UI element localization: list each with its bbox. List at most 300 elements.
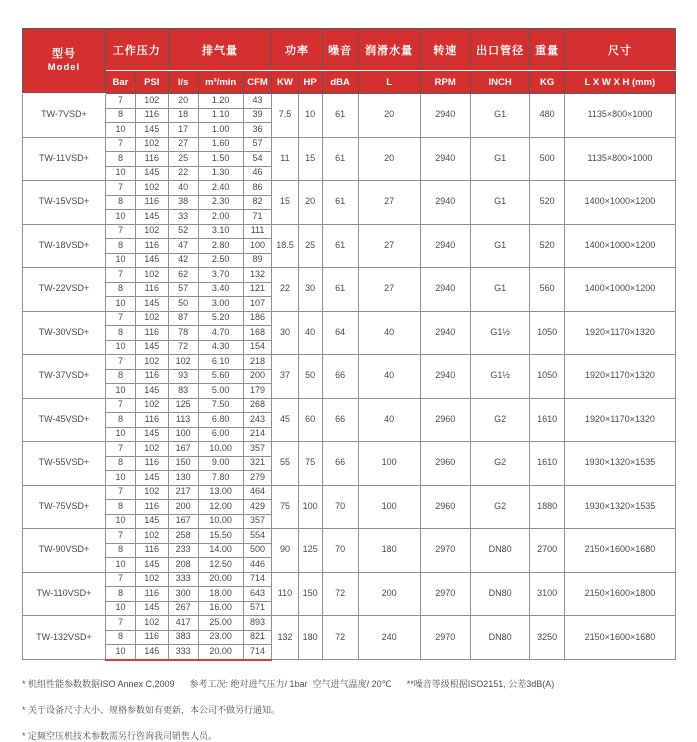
hp-cell: 10 [298,94,322,138]
kw-cell: 15 [272,181,298,225]
psi-cell: 102 [135,616,168,631]
model-cell: TW-55VSD+ [23,442,106,486]
bar-cell: 10 [105,166,135,181]
dims-cell: 2150×1600×1680 [564,529,675,573]
cfm-cell: 46 [243,166,272,181]
model-cell: TW-15VSD+ [23,181,106,225]
dba-cell: 61 [322,94,358,138]
bar-cell: 7 [105,224,135,239]
rpm-cell: 2960 [420,442,470,486]
group-header-dimensions: 尺寸 [564,29,675,71]
m3min-cell: 1.20 [198,94,243,109]
table-row [23,181,676,196]
ls-cell: 50 [168,297,198,312]
rpm-cell: 2940 [420,137,470,181]
kw-cell: 11 [272,137,298,181]
cfm-cell: 132 [243,268,272,283]
hp-cell: 60 [298,398,322,442]
cfm-cell: 554 [243,529,272,544]
cfm-cell: 279 [243,471,272,486]
cfm-cell: 821 [243,630,272,645]
ls-cell: 167 [168,514,198,529]
cfm-cell: 86 [243,181,272,196]
bar-cell: 8 [105,369,135,384]
weight-cell: 560 [530,268,565,312]
hp-cell: 40 [298,311,322,355]
outlet-cell: G1½ [470,355,529,399]
ls-cell: 38 [168,195,198,210]
cfm-cell: 89 [243,253,272,268]
dims-cell: 1920×1170×1320 [564,355,675,399]
weight-cell: 2700 [530,529,565,573]
water-cell: 180 [358,529,420,573]
cfm-cell: 429 [243,500,272,515]
ls-cell: 22 [168,166,198,181]
dims-cell: 2150×1600×1800 [564,572,675,616]
ls-cell: 233 [168,543,198,558]
cfm-cell: 321 [243,456,272,471]
psi-cell: 116 [135,282,168,297]
m3min-cell: 5.60 [198,369,243,384]
kw-cell: 90 [272,529,298,573]
ls-cell: 20 [168,94,198,109]
weight-cell: 520 [530,181,565,225]
footnote-2: * 关于设备尺寸大小、规格参数如有更新，本公司不做另行通知。 [22,704,281,715]
model-cell: TW-75VSD+ [23,485,106,529]
hp-cell: 15 [298,137,322,181]
weight-cell: 1050 [530,311,565,355]
ls-cell: 42 [168,253,198,268]
bar-cell: 8 [105,587,135,602]
weight-cell: 3100 [530,572,565,616]
hp-cell: 20 [298,181,322,225]
m3min-cell: 1.10 [198,108,243,123]
weight-cell: 1050 [530,355,565,399]
weight-cell: 500 [530,137,565,181]
dba-cell: 66 [322,398,358,442]
outlet-cell: G2 [470,442,529,486]
bar-cell: 7 [105,311,135,326]
kw-cell: 30 [272,311,298,355]
psi-cell: 102 [135,224,168,239]
bar-cell: 7 [105,485,135,500]
ls-cell: 125 [168,398,198,413]
rpm-cell: 2940 [420,268,470,312]
water-cell: 200 [358,572,420,616]
weight-cell: 1610 [530,398,565,442]
m3min-cell: 13.00 [198,485,243,500]
m3min-cell: 3.40 [198,282,243,297]
ls-cell: 217 [168,485,198,500]
rpm-cell: 2970 [420,616,470,660]
dims-cell: 1920×1170×1320 [564,398,675,442]
outlet-cell: G1½ [470,311,529,355]
psi-cell: 116 [135,413,168,428]
psi-cell: 116 [135,369,168,384]
cfm-cell: 218 [243,355,272,370]
m3min-cell: 6.10 [198,355,243,370]
m3min-cell: 25.00 [198,616,243,631]
model-cell: TW-11VSD+ [23,137,106,181]
table-row [23,616,676,631]
weight-cell: 3250 [530,616,565,660]
cfm-cell: 82 [243,195,272,210]
m3min-cell: 2.40 [198,181,243,196]
ls-cell: 57 [168,282,198,297]
psi-cell: 102 [135,181,168,196]
m3min-cell: 5.00 [198,384,243,399]
ls-cell: 27 [168,137,198,152]
kw-cell: 7.5 [272,94,298,138]
dba-cell: 61 [322,181,358,225]
water-cell: 20 [358,137,420,181]
psi-cell: 145 [135,253,168,268]
cfm-cell: 186 [243,311,272,326]
m3min-cell: 12.00 [198,500,243,515]
unit-kw: KW [272,71,298,94]
group-header-power: 功率 [272,29,322,71]
m3min-cell: 3.70 [198,268,243,283]
psi-cell: 145 [135,123,168,138]
bar-cell: 8 [105,239,135,254]
ls-cell: 52 [168,224,198,239]
table-row [23,224,676,239]
spec-table [22,28,676,661]
cfm-cell: 54 [243,152,272,167]
psi-cell: 102 [135,137,168,152]
bar-cell: 7 [105,268,135,283]
cfm-cell: 39 [243,108,272,123]
cfm-cell: 121 [243,282,272,297]
bar-cell: 8 [105,630,135,645]
bar-cell: 8 [105,456,135,471]
psi-cell: 116 [135,587,168,602]
dba-cell: 72 [322,572,358,616]
bar-cell: 10 [105,210,135,225]
weight-cell: 1610 [530,442,565,486]
bar-cell: 10 [105,645,135,660]
psi-cell: 145 [135,601,168,616]
footnote-1: * 机组性能参数数据ISO Annex C,2009 参考工况: 绝对进气压力/ 1bar 空气进气温度/ 20℃ **噪音等级根据ISO2151, 公差3dB(A) [22,678,555,689]
model-cell: TW-37VSD+ [23,355,106,399]
psi-cell: 102 [135,529,168,544]
rpm-cell: 2940 [420,181,470,225]
outlet-cell: G2 [470,485,529,529]
ls-cell: 417 [168,616,198,631]
ls-cell: 18 [168,108,198,123]
cfm-cell: 714 [243,572,272,587]
psi-cell: 116 [135,108,168,123]
ls-cell: 47 [168,239,198,254]
group-header-lubricant-water: 润滑水量 [358,29,420,71]
kw-cell: 22 [272,268,298,312]
m3min-cell: 14.00 [198,543,243,558]
kw-cell: 45 [272,398,298,442]
m3min-cell: 16.00 [198,601,243,616]
ls-cell: 33 [168,210,198,225]
ls-cell: 62 [168,268,198,283]
cfm-cell: 57 [243,137,272,152]
m3min-cell: 20.00 [198,645,243,660]
psi-cell: 145 [135,471,168,486]
psi-cell: 102 [135,398,168,413]
table-row [23,485,676,500]
model-cell: TW-18VSD+ [23,224,106,268]
water-cell: 40 [358,355,420,399]
dims-cell: 1920×1170×1320 [564,311,675,355]
ls-cell: 83 [168,384,198,399]
psi-cell: 145 [135,340,168,355]
ls-cell: 258 [168,529,198,544]
bar-cell: 8 [105,195,135,210]
cfm-cell: 107 [243,297,272,312]
table-row [23,355,676,370]
unit-psi: PSI [135,71,168,94]
ls-cell: 78 [168,326,198,341]
bar-cell: 8 [105,152,135,167]
bar-cell: 10 [105,297,135,312]
cfm-cell: 168 [243,326,272,341]
unit-cfm: CFM [243,71,272,94]
kw-cell: 55 [272,442,298,486]
m3min-cell: 10.00 [198,514,243,529]
kw-cell: 110 [272,572,298,616]
bar-cell: 7 [105,572,135,587]
outlet-cell: G1 [470,181,529,225]
psi-cell: 145 [135,384,168,399]
m3min-cell: 7.80 [198,471,243,486]
m3min-cell: 4.30 [198,340,243,355]
cfm-cell: 214 [243,427,272,442]
cfm-cell: 357 [243,442,272,457]
unit-bar: Bar [105,71,135,94]
psi-cell: 145 [135,166,168,181]
psi-cell: 145 [135,558,168,573]
ls-cell: 102 [168,355,198,370]
ls-cell: 40 [168,181,198,196]
water-cell: 20 [358,94,420,138]
psi-cell: 116 [135,630,168,645]
psi-cell: 102 [135,572,168,587]
m3min-cell: 18.00 [198,587,243,602]
bar-cell: 7 [105,355,135,370]
model-column-header [23,29,106,94]
ls-cell: 87 [168,311,198,326]
psi-cell: 102 [135,442,168,457]
psi-cell: 145 [135,514,168,529]
dims-cell: 1930×1320×1535 [564,485,675,529]
cfm-cell: 111 [243,224,272,239]
ls-cell: 383 [168,630,198,645]
bar-cell: 7 [105,137,135,152]
footnotes [22,677,676,742]
bar-cell: 10 [105,601,135,616]
table-row [23,137,676,152]
unit-header-row [23,71,676,94]
table-row [23,442,676,457]
bar-cell: 7 [105,616,135,631]
rpm-cell: 2940 [420,94,470,138]
unit-inch: INCH [470,71,529,94]
water-cell: 240 [358,616,420,660]
rpm-cell: 2970 [420,529,470,573]
group-header-weight: 重量 [530,29,565,71]
m3min-cell: 15.50 [198,529,243,544]
m3min-cell: 12.50 [198,558,243,573]
ls-cell: 150 [168,456,198,471]
dba-cell: 61 [322,224,358,268]
spec-table-body [23,94,676,660]
unit-kg: KG [530,71,565,94]
outlet-cell: G1 [470,224,529,268]
cfm-cell: 243 [243,413,272,428]
ls-cell: 93 [168,369,198,384]
cfm-cell: 100 [243,239,272,254]
dba-cell: 72 [322,616,358,660]
kw-cell: 37 [272,355,298,399]
model-cell: TW-110VSD+ [23,572,106,616]
psi-cell: 116 [135,500,168,515]
rpm-cell: 2960 [420,398,470,442]
psi-cell: 116 [135,195,168,210]
weight-cell: 520 [530,224,565,268]
m3min-cell: 2.80 [198,239,243,254]
cfm-cell: 446 [243,558,272,573]
rpm-cell: 2940 [420,355,470,399]
bar-cell: 10 [105,123,135,138]
bar-cell: 10 [105,340,135,355]
m3min-cell: 2.00 [198,210,243,225]
weight-cell: 480 [530,94,565,138]
cfm-cell: 154 [243,340,272,355]
bar-cell: 10 [105,471,135,486]
dba-cell: 64 [322,311,358,355]
ls-cell: 72 [168,340,198,355]
unit-l: L [358,71,420,94]
bar-cell: 7 [105,181,135,196]
unit-rpm: RPM [420,71,470,94]
cfm-cell: 893 [243,616,272,631]
ls-cell: 333 [168,645,198,660]
table-header [23,29,676,94]
psi-cell: 102 [135,311,168,326]
hp-cell: 30 [298,268,322,312]
hp-cell: 100 [298,485,322,529]
cfm-cell: 179 [243,384,272,399]
bar-cell: 7 [105,398,135,413]
unit-ls: l/s [168,71,198,94]
cfm-cell: 714 [243,645,272,660]
dba-cell: 66 [322,355,358,399]
cfm-cell: 71 [243,210,272,225]
psi-cell: 116 [135,326,168,341]
outlet-cell: G1 [470,94,529,138]
m3min-cell: 2.50 [198,253,243,268]
group-header-speed: 转速 [420,29,470,71]
bar-cell: 10 [105,427,135,442]
cfm-cell: 36 [243,123,272,138]
bar-cell: 8 [105,282,135,297]
bar-cell: 8 [105,543,135,558]
kw-cell: 18.5 [272,224,298,268]
table-row [23,311,676,326]
psi-cell: 145 [135,645,168,660]
ls-cell: 167 [168,442,198,457]
outlet-cell: G1 [470,137,529,181]
cfm-cell: 464 [243,485,272,500]
table-row [23,398,676,413]
ls-cell: 17 [168,123,198,138]
water-cell: 100 [358,485,420,529]
psi-cell: 116 [135,239,168,254]
model-cell: TW-7VSD+ [23,94,106,138]
m3min-cell: 5.20 [198,311,243,326]
bar-cell: 8 [105,326,135,341]
bar-cell: 8 [105,500,135,515]
rpm-cell: 2960 [420,485,470,529]
group-header-outlet-diameter: 出口管径 [470,29,529,71]
psi-cell: 102 [135,94,168,109]
psi-cell: 116 [135,152,168,167]
ls-cell: 200 [168,500,198,515]
outlet-cell: G1 [470,268,529,312]
ls-cell: 267 [168,601,198,616]
m3min-cell: 3.10 [198,224,243,239]
unit-hp: HP [298,71,322,94]
bar-cell: 10 [105,558,135,573]
dims-cell: 1135×800×1000 [564,137,675,181]
m3min-cell: 10.00 [198,442,243,457]
table-row [23,268,676,283]
outlet-cell: DN80 [470,572,529,616]
dims-cell: 1400×1000×1200 [564,224,675,268]
ls-cell: 25 [168,152,198,167]
water-cell: 27 [358,224,420,268]
unit-lwh: L X W X H (mm) [564,71,675,94]
group-header-noise: 噪音 [322,29,358,71]
outlet-cell: DN80 [470,616,529,660]
m3min-cell: 1.60 [198,137,243,152]
cfm-cell: 200 [243,369,272,384]
m3min-cell: 2.30 [198,195,243,210]
dims-cell: 2150×1600×1680 [564,616,675,660]
m3min-cell: 3.00 [198,297,243,312]
cfm-cell: 268 [243,398,272,413]
model-header-zh: 型号 [51,48,76,61]
psi-cell: 102 [135,485,168,500]
bar-cell: 7 [105,94,135,109]
hp-cell: 180 [298,616,322,660]
ls-cell: 130 [168,471,198,486]
group-header-row [23,29,676,71]
group-header-air-delivery: 排气量 [168,29,272,71]
m3min-cell: 1.00 [198,123,243,138]
psi-cell: 102 [135,268,168,283]
model-header-en: Model [47,62,81,74]
psi-cell: 116 [135,456,168,471]
cfm-cell: 500 [243,543,272,558]
weight-cell: 1880 [530,485,565,529]
water-cell: 27 [358,268,420,312]
rpm-cell: 2940 [420,311,470,355]
dba-cell: 61 [322,268,358,312]
psi-cell: 145 [135,210,168,225]
group-header-working-pressure: 工作压力 [105,29,168,71]
rpm-cell: 2940 [420,224,470,268]
water-cell: 27 [358,181,420,225]
table-row [23,94,676,109]
psi-cell: 102 [135,355,168,370]
